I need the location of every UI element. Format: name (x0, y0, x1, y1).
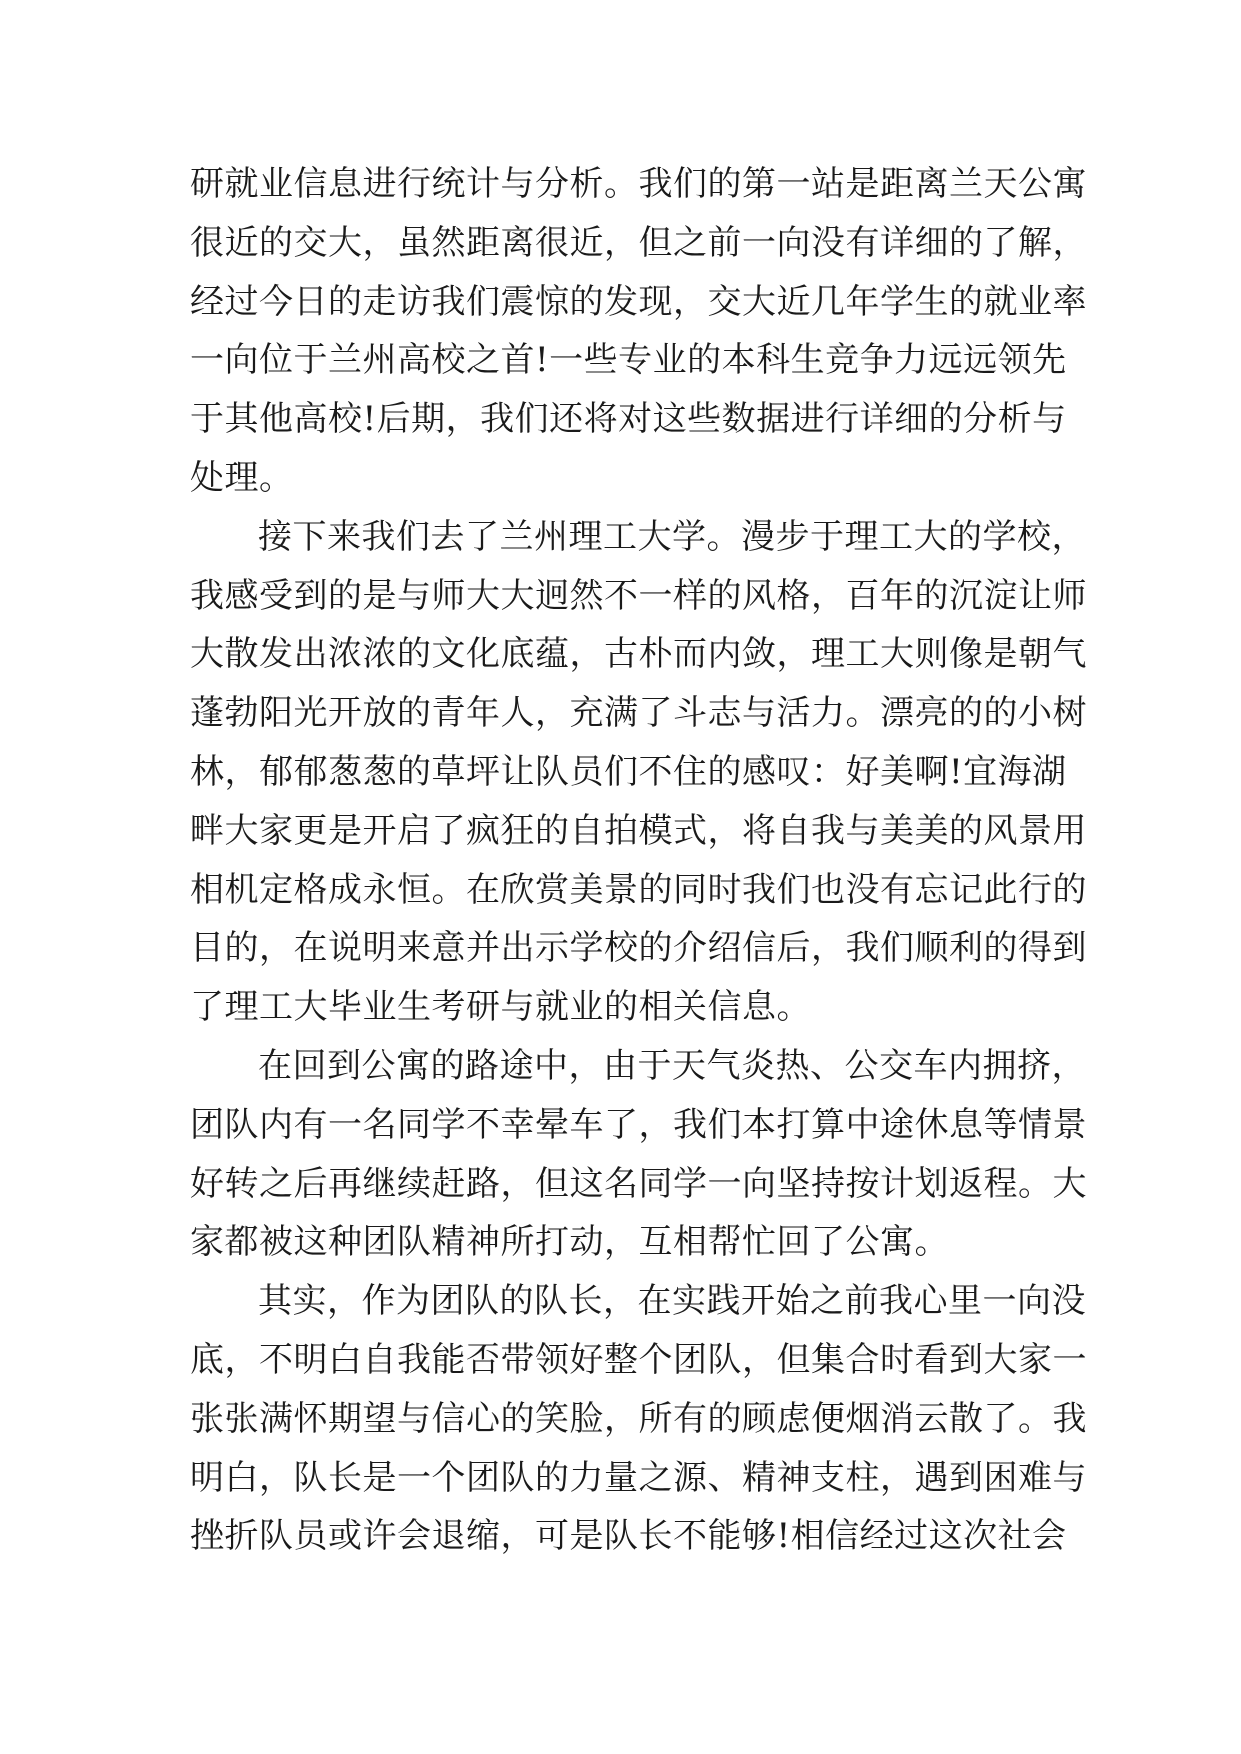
paragraph-3-line-4: 家都被这种团队精神所打动，互相帮忙回了公寓。 (190, 1222, 949, 1263)
paragraph-2-line-6: 畔大家更是开启了疯狂的自拍模式，将自我与美美的风景用 (190, 810, 1087, 851)
body-text (190, 155, 1087, 1566)
paragraph-1-line-5: 于其他高校!后期，我们还将对这些数据进行详细的分析与 (190, 399, 1067, 440)
paragraph-3-line-2: 团队内有一名同学不幸晕车了，我们本打算中途休息等情景 (190, 1104, 1087, 1145)
paragraph-2-line-5: 林，郁郁葱葱的草坪让队员们不住的感叹：好美啊!宜海湖 (190, 751, 1067, 792)
paragraph-2-line-8: 目的，在说明来意并出示学校的介绍信后，我们顺利的得到 (190, 928, 1087, 969)
paragraph-4-line-3: 张张满怀期望与信心的笑脸，所有的顾虑便烟消云散了。我 (190, 1398, 1087, 1439)
paragraph-1-line-1: 研就业信息进行统计与分析。我们的第一站是距离兰天公寓 (190, 164, 1087, 204)
paragraph-2-line-7: 相机定格成永恒。在欣赏美景的同时我们也没有忘记此行的 (190, 869, 1087, 910)
paragraph-2-line-2: 我感受到的是与师大大迥然不一样的风格，百年的沉淀让师 (190, 575, 1087, 616)
paragraph-1-line-4: 一向位于兰州高校之首!一些专业的本科生竞争力远远领先 (190, 340, 1067, 381)
paragraph-2-line-4: 蓬勃阳光开放的青年人，充满了斗志与活力。漂亮的的小树 (190, 693, 1087, 734)
paragraph-1-line-3: 经过今日的走访我们震惊的发现，交大近几年学生的就业率 (190, 281, 1087, 322)
paragraph-2-line-1: 接下来我们去了兰州理工大学。漫步于理工大的学校， (258, 516, 1086, 557)
paragraph-1-line-2: 很近的交大，虽然距离很近，但之前一向没有详细的了解， (190, 222, 1087, 263)
paragraph-4-line-1: 其实，作为团队的队长，在实践开始之前我心里一向没 (258, 1281, 1086, 1322)
paragraph-3-line-3: 好转之后再继续赶路，但这名同学一向坚持按计划返程。大 (190, 1163, 1087, 1204)
paragraph-4-line-2: 底，不明白自我能否带领好整个团队，但集合时看到大家一 (190, 1339, 1087, 1380)
paragraph-3-line-1: 在回到公寓的路途中，由于天气炎热、公交车内拥挤， (258, 1045, 1086, 1086)
paragraph-1-line-6: 处理。 (190, 457, 294, 498)
paragraph-2-line-3: 大散发出浓浓的文化底蕴，古朴而内敛，理工大则像是朝气 (190, 634, 1087, 675)
paragraph-4-line-5: 挫折队员或许会退缩，可是队长不能够!相信经过这次社会 (190, 1516, 1067, 1557)
paragraph-2-line-9: 了理工大毕业生考研与就业的相关信息。 (190, 987, 811, 1028)
paragraph-4-line-4: 明白，队长是一个团队的力量之源、精神支柱，遇到困难与 (190, 1457, 1087, 1498)
